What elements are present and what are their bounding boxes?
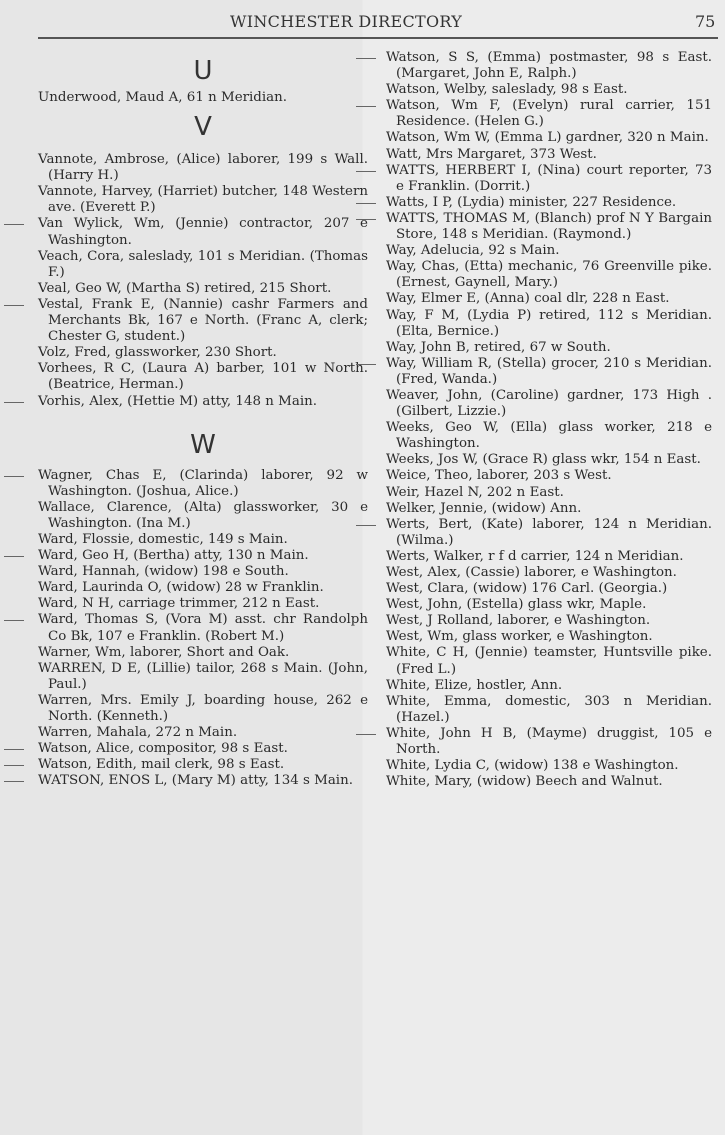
entry-text: WATSON, ENOS L, (Mary M) atty, 134 s Main.: [38, 773, 353, 789]
directory-entry: [38, 612, 368, 644]
directory-entry: [38, 297, 368, 345]
directory-entry: [386, 581, 712, 597]
entry-text: Van Wylick, Wm, (Jennie) contractor, 207 e Washington.: [38, 216, 368, 248]
pencil-mark-icon: [4, 620, 24, 621]
directory-entry: [38, 90, 368, 106]
directory-entry: [386, 758, 712, 774]
entry-text: Vannote, Harvey, (Harriet) butcher, 148 Western ave. (Everett P.): [38, 184, 368, 216]
directory-entry: [38, 773, 368, 789]
directory-entry: [38, 548, 368, 564]
entry-text: White, Elize, hostler, Ann.: [386, 677, 563, 693]
entry-text: Watts, I P, (Lydia) minister, 227 Residence.: [386, 194, 677, 210]
entry-text: Wagner, Chas E, (Clarinda) laborer, 92 w Washington. (Joshua, Alice.): [38, 467, 368, 499]
directory-entry: [386, 82, 712, 98]
directory-entry: [386, 452, 712, 468]
entry-text: Vorhis, Alex, (Hettie M) atty, 148 n Main.: [38, 393, 317, 409]
directory-entry: [38, 361, 368, 393]
pencil-mark-icon: [356, 219, 376, 220]
directory-entry: [386, 259, 712, 291]
directory-entry: [386, 340, 712, 356]
entry-text: Watson, Alice, compositor, 98 s East.: [38, 741, 288, 757]
entry-text: Watson, S S, (Emma) postmaster, 98 s East. (Margaret, John E, Ralph.): [386, 50, 712, 82]
directory-entry: [386, 130, 712, 146]
entry-text: Vorhees, R C, (Laura A) barber, 101 w North. (Beatrice, Herman.): [38, 361, 368, 393]
pencil-mark-icon: [356, 364, 376, 365]
entry-text: Ward, Flossie, domestic, 149 s Main.: [38, 531, 288, 547]
left-column: [38, 50, 368, 789]
directory-entry: [386, 420, 712, 452]
entry-text: Weaver, John, (Caroline) gardner, 173 High . (Gilbert, Lizzie.): [386, 387, 712, 420]
directory-entry: [38, 661, 368, 693]
entry-text: Warren, Mrs. Emily J, boarding house, 262 e North. (Kenneth.): [38, 692, 368, 724]
entry-text: West, Wm, glass worker, e Washington.: [386, 629, 653, 645]
entry-text: Wallace, Clarence, (Alta) glassworker, 30 e Washington. (Ina M.): [38, 499, 368, 531]
pencil-mark-icon: [356, 106, 376, 107]
pencil-mark-icon: [356, 58, 376, 59]
entry-text: Weeks, Jos W, (Grace R) glass wkr, 154 n East.: [386, 452, 701, 468]
directory-entry: [386, 356, 712, 388]
section-letter-v: V: [194, 112, 212, 143]
pencil-mark-icon: [4, 224, 24, 225]
entry-text: Weir, Hazel N, 202 n East.: [386, 484, 564, 500]
entry-text: Weeks, Geo W, (Ella) glass worker, 218 e Washington.: [386, 420, 712, 452]
entry-text: White, Emma, domestic, 303 n Meridian. (Hazel.): [386, 693, 712, 725]
directory-entry: [386, 645, 712, 677]
directory-entry: [386, 163, 712, 195]
entry-text: Welker, Jennie, (widow) Ann.: [386, 500, 582, 516]
directory-entry: [38, 394, 368, 410]
directory-entry: [386, 629, 712, 645]
entry-text: Watson, Welby, saleslady, 98 s East.: [386, 82, 628, 98]
entry-text: West, J Rolland, laborer, e Washington.: [386, 613, 651, 629]
entry-text: Ward, Thomas S, (Vora M) asst. chr Randolph Co Bk, 107 e Franklin. (Robert M.): [38, 612, 368, 644]
directory-entry: [38, 741, 368, 757]
entry-text: Watson, Edith, mail clerk, 98 s East.: [38, 757, 285, 773]
entry-text: WARREN, D E, (Lillie) tailor, 268 s Main. (John, Paul.): [38, 660, 368, 692]
pencil-mark-icon: [356, 171, 376, 172]
page-number: 75: [695, 12, 716, 31]
entry-text: Ward, Geo H, (Bertha) atty, 130 n Main.: [38, 548, 309, 564]
pencil-mark-icon: [4, 556, 24, 557]
directory-entry: [386, 388, 712, 420]
directory-entry: [386, 243, 712, 259]
pencil-mark-icon: [356, 203, 376, 204]
directory-entry: [386, 726, 712, 758]
directory-entry: [38, 693, 368, 725]
entry-text: Way, John B, retired, 67 w South.: [386, 339, 611, 355]
pencil-mark-icon: [356, 734, 376, 735]
directory-entry: [38, 500, 368, 532]
entry-text: WATTS, THOMAS M, (Blanch) prof N Y Bargain Store, 148 s Meridian. (Raymond.): [386, 210, 712, 243]
directory-entry: [386, 308, 712, 340]
directory-entry: [386, 468, 712, 484]
entry-text: West, John, (Estella) glass wkr, Maple.: [386, 597, 647, 613]
directory-entry: [386, 195, 712, 211]
section-letter-u: U: [193, 56, 213, 86]
directory-entry: [386, 774, 712, 790]
directory-entry: [386, 147, 712, 163]
entry-text: Watson, Wm F, (Evelyn) rural carrier, 151 Residence. (Helen G.): [386, 98, 712, 130]
directory-entry: [386, 517, 712, 549]
entry-text: Underwood, Maud A, 61 n Meridian.: [38, 90, 288, 105]
directory-entry: [386, 597, 712, 613]
directory-entry: [38, 580, 368, 596]
entry-text: West, Alex, (Cassie) laborer, e Washington.: [386, 565, 677, 580]
entry-text: White, C H, (Jennie) teamster, Huntsville pike. (Fred L.): [386, 645, 712, 677]
header-rule: [38, 37, 718, 39]
directory-entry: [38, 345, 368, 361]
directory-entry: [386, 565, 712, 581]
directory-entry: [386, 549, 712, 565]
pencil-mark-icon: [4, 476, 24, 477]
pencil-mark-icon: [4, 765, 24, 766]
section-letter-w: W: [190, 429, 216, 460]
entry-text: White, Lydia C, (widow) 138 e Washington.: [386, 758, 679, 774]
page-header: [0, 10, 725, 36]
right-column: [386, 50, 712, 790]
entry-text: Ward, N H, carriage trimmer, 212 n East.: [38, 596, 320, 612]
entry-text: Veach, Cora, saleslady, 101 s Meridian. (Thomas F.): [38, 248, 368, 280]
entry-text: White, Mary, (widow) Beech and Walnut.: [386, 774, 663, 790]
entry-text: Volz, Fred, glassworker, 230 Short.: [38, 345, 277, 361]
directory-entry: [38, 564, 368, 580]
entry-text: Way, F M, (Lydia P) retired, 112 s Meridian. (Elta, Bernice.): [386, 307, 712, 339]
entry-text: Vestal, Frank E, (Nannie) cashr Farmers and Merchants Bk, 167 e North. (Franc A, clerk; Chester G, student.): [38, 296, 368, 345]
directory-entry: [386, 211, 712, 243]
directory-entry: [38, 216, 368, 248]
directory-entry: [38, 757, 368, 773]
directory-entry: [38, 596, 368, 612]
directory-entry: [38, 249, 368, 281]
entry-text: Way, Elmer E, (Anna) coal dlr, 228 n East.: [386, 291, 670, 307]
directory-entry: [386, 501, 712, 517]
directory-entry: [38, 725, 368, 741]
entry-text: WATTS, HERBERT I, (Nina) court reporter, 73 e Franklin. (Dorrit.): [386, 162, 712, 194]
directory-entry: [38, 152, 368, 184]
running-title: WINCHESTER DIRECTORY: [230, 12, 463, 31]
entry-text: Ward, Laurinda O, (widow) 28 w Franklin.: [38, 580, 324, 596]
entry-text: Veal, Geo W, (Martha S) retired, 215 Short.: [38, 280, 332, 296]
entry-text: Watt, Mrs Margaret, 373 West.: [386, 146, 597, 162]
directory-entry: [38, 468, 368, 500]
directory-entry: [386, 50, 712, 82]
pencil-mark-icon: [356, 525, 376, 526]
directory-entry: [38, 281, 368, 297]
directory-entry: [386, 678, 712, 694]
entry-text: Watson, Wm W, (Emma L) gardner, 320 n Main.: [386, 130, 709, 146]
entry-text: Weice, Theo, laborer, 203 s West.: [386, 468, 612, 484]
entry-text: West, Clara, (widow) 176 Carl. (Georgia.): [386, 581, 668, 597]
entry-text: Way, Adelucia, 92 s Main.: [386, 243, 560, 259]
directory-entry: [38, 532, 368, 548]
pencil-mark-icon: [4, 781, 24, 782]
pencil-mark-icon: [4, 305, 24, 306]
pencil-mark-icon: [4, 749, 24, 750]
directory-entry: [386, 485, 712, 501]
directory-entry: [38, 184, 368, 216]
directory-entry: [38, 645, 368, 661]
entry-text: White, John H B, (Mayme) druggist, 105 e North.: [386, 725, 712, 758]
entry-text: Vannote, Ambrose, (Alice) laborer, 199 s Wall. (Harry H.): [38, 152, 368, 184]
entry-text: Werts, Walker, r f d carrier, 124 n Meridian.: [386, 548, 684, 564]
entry-text: Ward, Hannah, (widow) 198 e South.: [38, 564, 289, 580]
directory-entry: [386, 613, 712, 629]
entry-text: Warren, Mahala, 272 n Main.: [38, 725, 238, 741]
entry-text: Way, William R, (Stella) grocer, 210 s Meridian. (Fred, Wanda.): [386, 355, 712, 387]
entry-text: Warner, Wm, laborer, Short and Oak.: [38, 644, 290, 660]
directory-entry: [386, 291, 712, 307]
directory-entry: [386, 98, 712, 130]
pencil-mark-icon: [4, 402, 24, 403]
directory-entry: [386, 694, 712, 726]
entry-text: Way, Chas, (Etta) mechanic, 76 Greenville pike. (Ernest, Gaynell, Mary.): [386, 259, 712, 291]
entry-text: Werts, Bert, (Kate) laborer, 124 n Meridian. (Wilma.): [386, 516, 712, 548]
